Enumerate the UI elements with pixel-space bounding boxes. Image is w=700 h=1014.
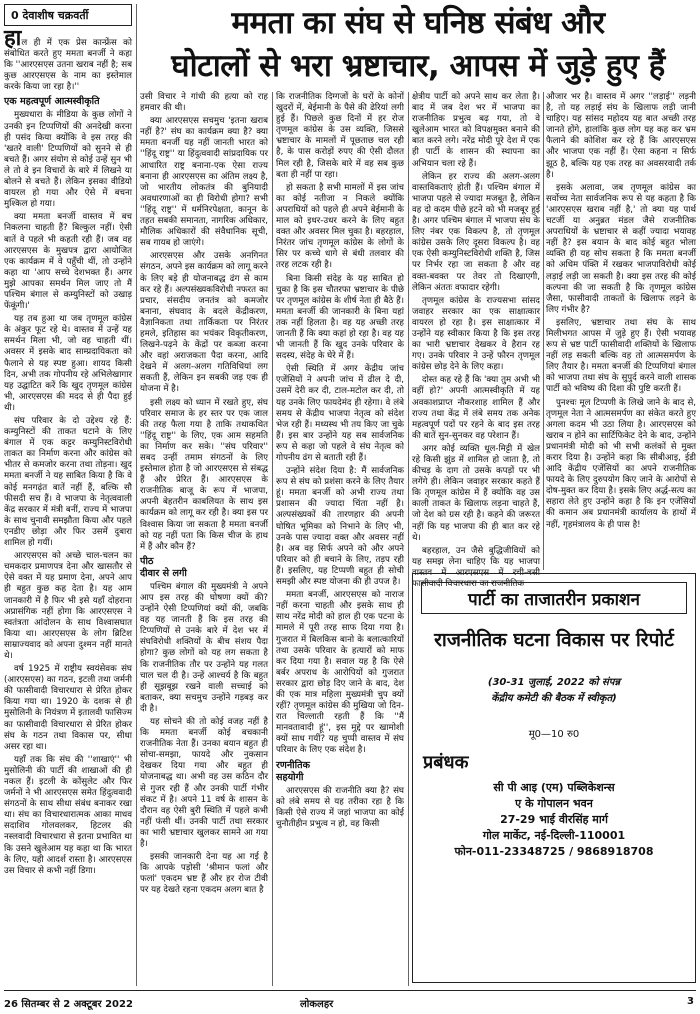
paragraph: लेकिन हर राज्य की अलग-अलग वास्तविकताएं होती हैं। पश्चिम बंगाल में भाजपा पहले से ज्यादा मजबूत है, लेकिन वह दो कदम पीछे हटने को भी मजबूर हुई है। अगर पश्चिम बंगाल में भाजपा संघ के लिए नंबर एक विकल्प है, तो तृणमूल कांग्रेस उसके लिए दूसरा विकल्प है। वह एक ऐसी कम्युनिस्टविरोधी शक्ति है, जिस पर निर्भर रहा जा सकता है और वह वक्त-बवक्त पर तेवर तो दिखाएगी, लेकिन अंततः वफादार रहेगी। (412, 171, 540, 293)
paragraph: इसके अलावा, जब तृणमूल कांग्रेस का सर्वोच्च नेता सार्वजनिक रूप से यह कहता है कि 'आरएसएस खराब नहीं है,' तो क्या यह पार्थ चटर्जी या अनुब्रत मंडल जैसे राजनीतिक अपराधियों के भ्रष्टाचार से कहीं ज्यादा भयावह नहीं है? इस बयान के बाद कोई बहुत भोला व्यक्ति ही यह सोच सकता है कि ममता बनर्जी को अधिम पंक्ति में रखकर भाजपाविरोधी कोई लड़ाई लड़ी जा सकती है। क्या इस तरह की कोई कल्पना की जा सकती है कि तृणमूल कांग्रेस जैसा, फासीवादी ताकतों के खिलाफ लड़ने के लिए गंभीर है? (546, 182, 696, 315)
footer-date: 26 सितम्बर से 2 अक्टूबर 2022 (4, 999, 133, 1010)
subheading: पीठ दीवार से लगी (140, 555, 187, 579)
column-divider (543, 92, 544, 570)
paragraph: दोस्त कह रहे हैं कि 'क्या तुम अभी भी वहीं हो?' अपनी आत्मस्वीकृति में यह अवकाशप्राप्त नौकरशाह शामिल हैं और राज्य तथा केंद्र में लंबे समय तक अनेक महत्वपूर्ण पदों पर रहने के बाद इस तरह की बातें सुन-सुनकर वह परेशान हैं। (412, 375, 540, 441)
publication-notice-box (412, 573, 696, 983)
notice-address-line: गोल मार्केट, नई-दिल्ली-110001 (482, 829, 626, 842)
paragraph: इसी लक्ष्य को ध्यान में रखते हुए, संघ परिवार समाज के हर स्तर पर एक जाल की तरह फैला गया है ताकि तथाकथित ''हिंदू राष्ट्र'' के लिए, एक आम सहमति का निर्माण कर सके। ''संघ परिवार'' सबद उन्हीं तमाम संगठनों के लिए इस्तेमाल होता है जो आरएसएस से संबद्ध हैं और प्रेरित हैं। आरएसएस के राजनीतिक बाजू के रूप में भाजपा, अपनी बेहतरीन काबलियत के साथ इस कार्यक्रम को लागू कर रही है। क्या इस पर विश्वास किया जा सकता है ममता बनर्जी को यह नहीं पता कि किस चीज के हाथ में हैं और कौन हैं? (140, 397, 268, 552)
paragraph: क्या ममता बनर्जी वास्तव में बच निकलना चाहती हैं? बिल्कुल नहीं। ऐसी बातें वे पहले भी कहती रही हैं। जब वह आरएसएस के मुखपत्र द्वारा आयोजित एक कार्यक्रम में वे पहुँची थीं, तो उन्होंने कहा था 'आप सच्चे देशभक्त हैं। अगर मुझे आपका समर्थन मिल जाए तो मैं पश्चिम बंगाल से कम्युनिस्टों को उखाड़ फेंकूंगी।' (4, 212, 132, 312)
notice-address-line: 27-29 भाई वीरसिंह मार्ग (500, 813, 608, 826)
paragraph: ऐसी स्थिति में अगर केंद्रीय जांच एजेंसियों ने अपनी जांच में ढील दे दी, उसमें देरी कर दी, टाल-मटोल कर दी, तो यह उनके लिए फायदेमंद ही रहेगा। वे लंबे समय से केंद्रीय भाजपा नेतृत्व को संदेश भेज रही हैं। मध्यस्थ भी तय किए जा चुके हैं। इस बार उन्होंने यह सब सार्वजनिक रूप से कहा जो पहले वे संघ नेतृत्व को गोपनीय ढंग से बताती रही हैं। (276, 364, 404, 463)
paragraph: उन्होंने संदेश दिया है: मैं सार्वजनिक रूप से संघ को प्रशंसा करने के लिए तैयार हूं। ममता बनर्जी को अभी राज्य तथा प्रशासन की ज्यादा चिंता नहीं है। अल्पसंख्यकों की तारणहार की अपनी घोषित भूमिका को निभाने के लिए भी, उनके पास ज्यादा वक्त और अवसर नहीं है। अब वह सिर्फ अपने को और अपने परिवार को ही बचाने के लिए, तड़प रही हैं। इसलिए, यह टिप्पणी बहुत ही सोची समझी और स्पष्ट योजना की ही उपज है। (276, 466, 404, 588)
column-divider (408, 92, 409, 986)
paragraph: आरएसएस को अच्छे चाल-चलन का चमकदार प्रमाणपत्र देना और खासतौर से ऐसे वक्त में यह प्रमाण देना, अपने आप ही बहुत कुछ कह देता है। यह आम जानकारी में है फिर भी इसे यहाँ दोहराना अप्रासंगिक नहीं होगा कि आरएसएस ने स्वतंत्रता आंदोलन के साथ विश्वासघात किया था। आरएसएस के लोग ब्रिटिश साम्राज्यवाद को अपना दुश्मन नहीं मानते थे। (4, 551, 132, 661)
article-column-5 (546, 92, 696, 570)
footer-rule (4, 990, 696, 991)
paragraph-text: ल ही में एक प्रेस कान्फ्रेंस को संबोधित करते हुए ममता बनर्जी ने कहा कि ''आरएसएस उतना खराब नहीं है; सब कुछ आरएसएस के नाम का इस्तेमाल करके किया जा रहा है।'' (4, 38, 132, 93)
paragraph: वर्ष 1925 में राष्ट्रीय स्वयंसेवक संघ (आरएसएस) का गठन, इटली तथा जर्मनी की फासीवादी विचारधारा से प्रेरित होकर किया गया था। 1920 के दशक से ही मुसोलिनी के नियंत्रण में इतालवी फासिज्म का फासीवादी विचारधारा से प्रेरित होकर संघ के गठन तथा विकास पर, सीधा असर रहा था। (4, 664, 132, 752)
notice-address-line: ए के गोपालन भवन (515, 797, 593, 810)
notice-title: राजनीतिक घटना विकास पर रिपोर्ट (434, 629, 674, 651)
paragraph: बहरहाल, उन जैसे बुद्धिजीवियों को यह समझ लेना चाहिए कि यह भाजपा वास्तव में आरएसएस में रची-बसी फासीवादी विचारधारा का राजनीतिक (412, 545, 540, 590)
column-divider (136, 4, 137, 986)
paragraph: क्षेत्रीय पार्टी को अपने साथ कर लेता है। बाद में जब देश भर में भाजपा का राजनीतिक प्रभुत्व बढ़ गया, तो वे खुलेआम भारत को विपक्षमुक्त बनाने की बात करने लगे। नरेंद्र मोदी पूरे देश में एक ही पार्टी के शासन की स्थापना का अभियान चला रहे हैं। (412, 92, 540, 169)
paragraph: तृणमूल कांग्रेस के राज्यसभा सांसद जवाहर सरकार का एक साक्षात्कार वायरल हो रहा है। इस साक्षात्कार में उन्होंने यह स्वीकार किया है कि इस तरह का भारी भ्रष्टाचार देखकर वे हैरान रह गए। उनके परिवार ने उन्हें फौरन तृणमूल कांग्रेस छोड़ देने के लिए कहा। (412, 295, 540, 373)
notice-phone: फोन-011-23348725 / 9868918708 (454, 845, 654, 858)
notice-manager-label: प्रबंधक (423, 752, 469, 773)
paragraph: मुख्यधारा के मीडिया के कुछ लोगों ने उनकी इन टिप्पणियों की अनदेखी करना ही पसंद किया क्योंकि वे इस तरह की 'खतरे वाली' टिप्पणियों को सुनने से ही बचते हैं। अगर संयोग से कोई उन्हें सुन भी ले तो वे इन विचारों के बारे में लिखने या बोलने से बचते हैं। लेकिन इसका वीडियो वायरल हो गया और ऐसे में बचना मुश्किल हो गया। (4, 110, 132, 210)
paragraph: बिना किसी संदेह के यह साबित हो चुका है कि इस चौतरफा भ्रष्टाचार के पीछे पर तृणमूल कांग्रेस के शीर्ष नेता ही बैठे हैं। ममता बनर्जी की जानकारी के बिना यहां तक नहीं हिलता है। वह यह अच्छी तरह जानती हैं कि क्या कहां हो रहा है। वह यह भी जानती हैं कि खुद उनके परिवार के सदस्य, संदेह के घेरे में हैं। (276, 273, 404, 362)
article-column-1 (4, 26, 132, 985)
paragraph: क्या आरएसएस सचमुच 'इतना खराब नहीं है?' संघ का कार्यक्रम क्या है? क्या ममता बनर्जी यह नहीं जानती भारत को ''हिंदू राष्ट्र'' या हिंदुत्ववादी सांप्रदायिक पर आधारित राष्ट्र बनाना-एक ऐसा राज्य बनाना ही आरएसएस का अंतिम लक्ष्य है, जो भारतीय लोकतंत्र की बुनियादी अवधारणाओं का ही विरोधी होगा? सभी ''हिंदू राष्ट्र'' में धर्मनिरपेक्षता, कानून के तहत सबकी समानता, नागरिक अधिकार, मौलिक अधिकारों की संवैधानिक सूची, सब गायब हो जाएंगे। (140, 116, 268, 249)
notice-price: मू0—10 रु0 (528, 729, 580, 740)
subheading: रणनीतिक सहयोगी (276, 759, 310, 783)
paragraph: इसकी जानकारी देना यह आ गई है कि आपके पड़ोसी 'श्रीमान फलां और फलां' एकदम भ्रष्ट हैं और हर रोज टीवी पर यह देखते रहना एकदम अलग बात है (140, 852, 268, 896)
paragraph: इसलिए, भ्रष्टाचार तथा संघ के साथ मिलीभगत आपस में जुड़े हुए हैं। ऐसी भयावह रूप से भ्रष्ट पार्टी फासीवादी शक्तियों के खिलाफ नहीं लड़ सकती बल्कि वह तो आत्मसमर्पण के लिए तैयार है। ममता बनर्जी की टिप्पणियां बंगाल को भाजपा तथा संघ के सुपुर्द करने वाली शासक पार्टी को भविष्य की दिशा की पुष्टि करती हैं। (546, 317, 696, 395)
notice-subtitle-line-1: (30-31 जुलाई, 2022 को संपन्न (487, 677, 621, 688)
paragraph: पुनश्चः मूल टिप्पणी के लिखे जाने के बाद से, तृणमूल नेता ने आत्मसमर्पण का संकेत करते हुए अगला कदम भी उठा लिया है। आरएसएस को खराब न होने का सार्टिफिकेट देने के बाद, उन्होंने प्रधानमंत्री मोदी को भी सभी कलंकों से मुक्त करार दिया है। उन्होंने कहा कि सीबीआइ, ईडी आदि केंद्रीय एजेंसियों का अपने राजनीतिक फायदे के लिए दुरुपयोग किए जाने के आरोपों से दोष-मुक्त कर दिया है। इसके लिए अर्द्ध-सत्य का सहारा लेते हुए उन्होंने कहा है कि इन एजेंसियों की कमान अब प्रधानमंत्री कार्यालय के हाथों में नहीं, गृहमंत्रालय के ही पास है! (546, 397, 696, 530)
headline-line-1: ममता का संघ से घनिष्ठ संबंध और (231, 5, 605, 41)
notice-header: पार्टी का ताजातरीन प्रकाशन (421, 582, 687, 614)
footer-paper-name: लोकलहर (300, 999, 334, 1010)
paragraph: हो सकता है सभी मामलों में इस जांच का कोई नतीजा न निकले क्योंकि अपराधियों को पहले ही अपने बेईमानी के माल को इधर-उधर करने के लिए बहुत वक्त और अवसर मिल चुका है। बहरहाल, निरंतर जांच तृणमूल कांग्रेस के लोगों के सिर पर कच्चे धागे से बंधी तलवार की तरह लटक रही है। (276, 182, 404, 271)
column-divider (272, 92, 273, 986)
notice-subtitle-line-2: केंद्रीय कमेटी की बैठक में स्वीकृत) (491, 693, 617, 704)
paragraph: ममता बनर्जी, आरएसएस को नाराज नहीं करना चाहती और इसके साथ ही साथ नरेंद्र मोदी को हाल ही एक पटना के मामले में पूरी तरह साफ दिया गया है। गुजरात में बिलकिस बानो के बलात्कारियों तथा उसके परिवार के हत्यारों को माफ कर दिया गया है। सवाल यह है कि ऐसे बर्बर अपराध के आरोपियों को गुजरात सरकार द्वारा छोड़ दिए जाने के बाद, देश की एक मात्र महिला मुख्यमंत्री चुप क्यों रहीं? तृणमूल कांग्रेस की मुखिया जो दिन-रात चिल्लाती रहती हैं कि ''मैं मानवतावादी हूं'', इस मुद्दे पर खामोशी क्यों साध गयीं? यह चुप्पी वास्तव में संघ परिवार के लिए एक संदेश है। (276, 590, 404, 756)
paragraph: आरएसएस और उसके अनगिनत संगठन, अपने इस कार्यक्रम को लागू करने के लिए बड़े ही योजनाबद्ध ढंग से काम कर रहे हैं। अल्पसंख्यकविरोधी नफरत का प्रचार, संसदीय जनतंत्र को कमजोर बनाना, संघवाद के बदले केंद्रीकरण, वैज्ञानिकता तथा तार्किकता पर निरंतर हमले, इतिहास का भयंकर विकृतीकरण, लिखने-पढ़ने के केंद्रों पर कब्जा करना और वहां अराजकता पैदा करना, आदि देखने में अलग-अलग गतिविधियां लग सकती हैं, लेकिन इन सबकी जड़ एक ही योजना में है। (140, 251, 268, 395)
paragraph: आरएसएस की राजनीति क्या है? संघ को लंबे समय से यह तरीका रहा है कि किसी ऐसे राज्य में जहां भाजपा का कोई चुनौतीहीन प्रभुत्व न हो, वह किसी (276, 785, 404, 829)
article-column-4 (412, 92, 540, 590)
paragraph: यहाँ तक कि संघ की ''शाखाएं'' भी मुसोलिनी की पार्टी की शाखाओं की ही नकल हैं। इटली के कोंसुलेट और फिर जर्मनों ने भी आरएसएस समेत हिंदुत्ववादी संगठनों के साथ सीधा संबंध बनाकर रखा था। संघ का विचारधारात्मक आका माधव सदाशिव गोलवलकर, हिटलर की नस्लवादी विचारधारा से इतना प्रभावित था कि उसने खुलेआम यह कहा था कि भारत के लिए, यही आदर्श रास्ता है। आरएसएस उस विचार से कभी नहीं डिगा। (4, 754, 132, 876)
headline-line-2: घोटालों से भरा भ्रष्टाचार, आपस में जुड़े हुए हैं (171, 48, 665, 84)
drop-cap: हा (4, 26, 22, 51)
paragraph: संघ परिवार के दो उद्देश्य रहे हैं: कम्युनिस्टों की ताकत घटाने के लिए बंगाल में एक कट्टर कम्युनिस्टविरोधी ताकत का निर्माण करना और कांग्रेस को भीतर से कमजोर करना तथा तोड़ना। खुद ममता बनर्जी ने यह साबित किया है कि वे कोई मनगढ़ंत बातें नहीं हैं, बल्कि सौ फीसदी सच हैं। वे भाजपा के नेतृत्ववाली केंद्र सरकार में मंत्री बनीं, राज्य में भाजपा के साथ चुनावी समझौता किया और पहले एनडीए छोड़ा और फिर उसमें दुबारा शामिल हो गयीं। (4, 416, 132, 549)
paragraph: कि राजनीतिक दिग्गजों के घरों के कोनों खुदरों में, बेईमानी के पैसे की ढेरियां लगी हुई हैं। पिछले कुछ दिनों में हर रोज तृणमूल कांग्रेस के उस व्यक्ति, जिससे भ्रष्टाचार के मामलों में पूछताछ चल रही है, के पास करोड़ों रुपए की ऐसी दौलत मिल रही है, जिसके बारे में वह सब कुछ बता ही नहीं पा रहा। (276, 92, 404, 180)
paragraph: यह सोचने की तो कोई वजह नहीं है कि ममता बनर्जी कोई बचकानी राजनीतिक नेता हैं। उनका बयान बहुत ही सोचा-समझा, फायदे और नुकसान देखकर दिया गया और बहुत ही योजनाबद्ध था। अभी वह उस कठिन दौर से गुजर रही हैं और उनकी पार्टी गंभीर संकट में है। अपने 11 वर्ष के शासन के दौरान वह ऐसी बुरी स्थिति में पहले कभी नहीं फंसी थीं। उनकी पार्टी तथा सरकार का भारी भ्रष्टाचार खुलकर सामने आ गया है। (140, 716, 268, 849)
notice-address-line: सी पी आइ (एम) पब्लिकेशन्स (493, 781, 615, 794)
article-column-3 (276, 92, 404, 985)
paragraph: अगर कोई व्यक्ति धूल-मिट्टी में खेल रहे किसी झुंड में शामिल हो जाता है, तो कीचड़ के दाग तो उसके कपड़ों पर भी लगेंगे ही। लेकिन जवाहर सरकार कहते हैं कि तृणमूल कांग्रेस में हैं क्योंकि वह उस काली ताकत के खिलाफ लड़ना चाहते हैं, जो देश को ग्रस रही है। कहने की जरूरत नहीं कि यह भाजपा की ही बात कर रहे थे। (412, 443, 540, 543)
article-column-2 (140, 92, 268, 985)
paragraph: उसी विचार ने गांधी की हत्या को राह हमवार की थी। (140, 92, 268, 114)
subheading: एक महत्वपूर्ण आत्मस्वीकृति (4, 96, 100, 108)
paragraph: औजार भर है। वास्तव में अगर ''लड़ाई'' लड़नी है, तो यह लड़ाई संघ के खिलाफ लड़ी जानी चाहिए। यह सांसद महोदय यह बात अच्छी तरह जानते होंगे, हालांकि कुछ लोग यह कह कर भ्रम फैलाने की कोशिश कर रहे हैं कि आरएसएस और भाजपा एक नहीं हैं। ऐसा कहना न सिर्फ झूठ है, बल्कि यह एक तरह का अवसरवादी तर्क है। (546, 92, 696, 180)
footer-page-number: 3 (687, 996, 694, 1007)
paragraph (4, 26, 132, 93)
author-byline: 0 देवाशीष चक्रवर्ती (4, 4, 132, 26)
paragraph: यह तब हुआ था जब तृणमूल कांग्रेस के अंकुर फूट रहे थे। वास्तव में उन्हें यह समर्थन मिला भी, जो वह चाहती थीं। अवसर में इसके बाद साम्प्रदायिकता को फैलाने से यह स्पष्ट हुआ। शायद किसी दिन, अभी तक गोपनीय रहे अभिलेखागार यह उद्घाटित करें कि खुद तृणमूल कांग्रेस भी, आरएसएस की मदद से ही पैदा हुई थी। (4, 314, 132, 413)
headline (140, 2, 696, 88)
paragraph: पश्चिम बंगाल की मुख्यमंत्री ने अपने आप इस तरह की घोषणा क्यों की? उन्होंने ऐसी टिप्पणियां क्यों कीं, जबकि वह यह जानती हैं कि इस तरह की टिप्पणियों से उनके बारे में देश भर में संघविरोधी शक्तियों के बीच संशय पैदा होगा? कुछ लोगों को यह लग सकता है कि राजनीतिक तौर पर उन्होंने यह गलत चाल चल दी है। उन्हें आश्चर्य है कि बहुत ही सूझबूझ रखने वाली सच्चाई को बताकर, क्या सचमुच उन्होंने गड़बड़ कर दी है। (140, 581, 268, 714)
